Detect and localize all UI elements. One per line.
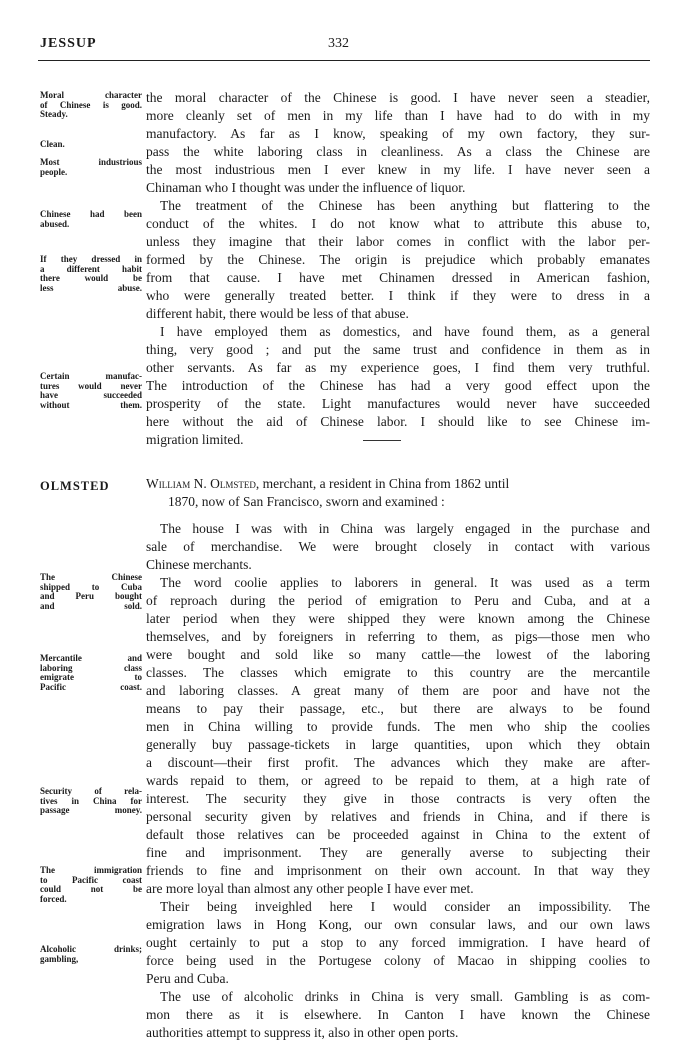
text-line: different habit, there would be less of that abuse. <box>146 306 409 321</box>
side-note-line: laboring class <box>40 662 142 673</box>
text-line: conduct of the whites. I do not know what to attribute this abuse to, <box>146 216 650 231</box>
text-line: are more loyal than almost any other people I have ever met. <box>146 881 474 896</box>
text-line: later period when they were shipped they were known among the Chinese <box>146 611 650 626</box>
text-line: friends to fine and imprisonment on their own account. In that way they <box>146 863 650 878</box>
witness-side-heading: OLMSTED <box>40 479 110 493</box>
side-note-line: shipped to Cuba <box>40 581 142 592</box>
section-separator <box>363 440 401 441</box>
side-note-line: If they dressed in <box>40 254 142 264</box>
text-line: more cleanly set of men in my life than I have had to do with in my <box>146 108 650 123</box>
side-note-line: of Chinese is good. <box>40 99 142 110</box>
text-line: of reproach during the period of emigration to Peru and Cuba, and at a <box>146 593 650 608</box>
side-note-line: abused. <box>40 218 70 229</box>
side-note-manufactures <box>40 372 142 410</box>
side-note-line: Chinese had been <box>40 209 142 219</box>
side-note-line: Moral character <box>40 90 142 100</box>
text-line: a discount—their first profit. The advances which they make are after- <box>146 755 650 770</box>
text-line: generally buy passage-tickets in large quantities, upon which they obtain <box>146 737 650 752</box>
witness-intro <box>146 475 650 511</box>
text-line: here without the aid of Chinese labor. I should like to see Chinese im- <box>146 414 650 429</box>
text-line: default those relatives can be proceeded against in China to the extent of <box>146 827 650 842</box>
header-rule <box>38 60 650 61</box>
side-note-line: Certain manufac- <box>40 371 142 381</box>
witness-name: William N. Olmsted, <box>146 476 260 491</box>
side-note-alcohol <box>40 945 142 964</box>
text-line: mon there as it is elsewhere. In Canton I have known the Chinese <box>146 1007 650 1022</box>
side-note-dress <box>40 255 142 293</box>
text-line: unless they imagine that their labor comes in conflict with the labor per- <box>146 234 650 249</box>
text-line: and laboring classes. A great many of them are poor and have not the <box>146 683 650 698</box>
text-line: Peru and Cuba. <box>146 971 229 986</box>
side-note-line: have succeeded <box>40 390 142 401</box>
text-line: means to pay their passage, etc., but there are always to be found <box>146 701 650 716</box>
text-line: The use of alcoholic drinks in China is very small. Gambling is as com- <box>160 989 650 1004</box>
text-line: migration limited. <box>146 432 244 447</box>
text-line: manufactory. As far as I know, speaking of my own factory, they sur- <box>146 126 650 141</box>
text-line: The house I was with in China was largely engaged in the purchase and <box>160 521 650 536</box>
text-line: Their being inveighled here I would consider an impossibility. The <box>160 899 650 914</box>
text-line: authorities attempt to suppress it, also in other open ports. <box>146 1025 459 1040</box>
text-line: Chinaman who I thought was under the influence of liquor. <box>146 180 466 195</box>
text-line: The word coolie applies to laborers in general. It was used as a term <box>160 575 650 590</box>
text-line: from that cause. I have met Chinamen dressed in American fashion, <box>146 270 650 285</box>
side-note-security <box>40 787 142 816</box>
witness-intro-line-2: 1870, now of San Francisco, sworn and examined : <box>168 494 445 509</box>
text-line: Chinese merchants. <box>146 557 252 572</box>
text-line: the most industrious men I ever knew in my life. I have never seen a <box>146 162 650 177</box>
side-note-moral-character <box>40 91 142 120</box>
side-note-line: there would be <box>40 273 142 284</box>
side-note-cuba-peru <box>40 573 142 611</box>
text-line: classes. The classes which emigrate to this country are the mercantile <box>146 665 650 680</box>
side-note-line: and Peru bought <box>40 591 142 602</box>
side-note-clean <box>40 140 142 150</box>
side-note-line: Mercantile and <box>40 653 142 663</box>
text-line: interest. The security they give in those contracts is very often the <box>146 791 650 806</box>
side-note-line: Steady. <box>40 109 68 120</box>
text-line: fine and imprisonment. They are generally averse to subjecting their <box>146 845 650 860</box>
side-note-line: Pacific coast. <box>40 681 142 692</box>
text-line: thing, very good ; and put the same trust and confidence in them as in <box>146 342 650 357</box>
side-note-line: emigrate to <box>40 672 142 683</box>
text-line: pass the white laboring class in cleanliness. As a class the Chinese are <box>146 144 650 159</box>
witness-intro-line-1 <box>146 475 650 493</box>
side-note-line: without them. <box>40 399 142 410</box>
side-note-line: people. <box>40 166 68 177</box>
side-note-abused <box>40 210 142 229</box>
text-line: the moral character of the Chinese is good. I have never seen a steadier, <box>146 90 650 105</box>
side-note-line: could not be <box>40 884 142 895</box>
text-line: wards repaid to them, or agreed to be repaid to them, at a high rate of <box>146 773 650 788</box>
side-note-line: passage money. <box>40 805 142 816</box>
text-line: prosperity of the state. Light manufactures would never have succeeded <box>146 396 650 411</box>
side-note-line: forced. <box>40 893 67 904</box>
side-note-line: The immigration <box>40 865 142 875</box>
text-line: personal security given by relatives and friends in China, and if there is <box>146 809 650 824</box>
text-line: The treatment of the Chinese has been anything but flattering to the <box>160 198 650 213</box>
running-head-name: JESSUP <box>40 36 97 51</box>
side-note-line: to Pacific coast <box>40 874 142 885</box>
text-line: were bought and sold like so many cattle—the lowest of the laboring <box>146 647 650 662</box>
side-note-line: Alcoholic drinks; <box>40 944 142 954</box>
side-note-line: Clean. <box>40 139 65 149</box>
page-number: 332 <box>328 36 349 51</box>
side-note-industrious <box>40 158 142 177</box>
text-line: who were generally treated better. I think if they were to dress in a <box>146 288 650 303</box>
side-note-line: gambling, <box>40 953 79 964</box>
text-line: The introduction of the Chinese has had a very good effect upon the <box>146 378 650 393</box>
text-line: force being used in the Portugese colony of Macao in shipping coolies to <box>146 953 650 968</box>
text-line: sale of merchandise. We were brought closely in contact with various <box>146 539 650 554</box>
side-note-line: The Chinese <box>40 572 142 582</box>
side-note-mercantile <box>40 654 142 692</box>
side-note-immigration <box>40 866 142 904</box>
text-line: themselves, and by foreigners in referring to them, as pigs—those men who <box>146 629 650 644</box>
text-line: emigration laws in Hong Kong, our own consular laws, and our own laws <box>146 917 650 932</box>
side-note-line: less abuse. <box>40 282 142 293</box>
text-line: formed by the Chinese. The origin is prejudice which probably emanates <box>146 252 650 267</box>
jessup-testimony <box>146 89 650 449</box>
text-line: ought certainly to put a stop to any forced immigration. I have heard of <box>146 935 650 950</box>
text-line: I have employed them as domestics, and have found them, as a general <box>160 324 650 339</box>
side-note-line: tives in China for <box>40 795 142 806</box>
side-note-line: tures would never <box>40 380 142 391</box>
side-note-line: Security of rela- <box>40 786 142 796</box>
side-note-line: a different habit <box>40 263 142 274</box>
text-line: other servants. As far as my experience goes, I find them very truthful. <box>146 360 650 375</box>
olmsted-testimony <box>146 520 650 1042</box>
side-note-line: and sold. <box>40 600 142 611</box>
text-line: men in China willing to provide funds. The men who ship the coolies <box>146 719 650 734</box>
witness-intro-rest: merchant, a resident in China from 1862 until <box>259 476 510 491</box>
side-note-line: Most industrious <box>40 157 142 167</box>
